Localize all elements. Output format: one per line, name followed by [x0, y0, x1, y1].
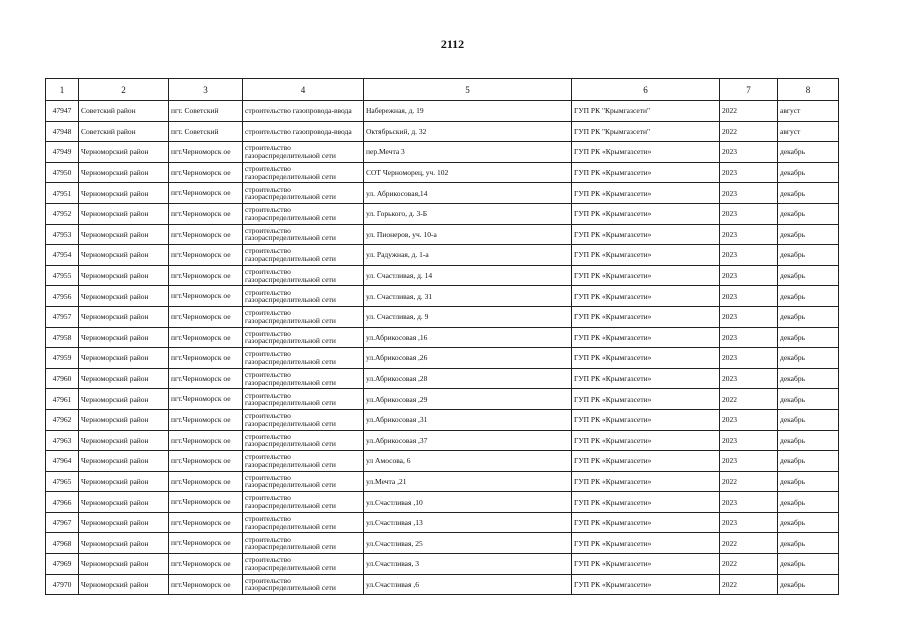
address-cell: ул.Абрикосовая ,26	[364, 348, 572, 369]
address-cell: ул. Счастливая, д. 14	[364, 265, 572, 286]
organization-cell: ГУП РК «Крымгазсети»	[572, 224, 720, 245]
year-cell: 2023	[720, 451, 778, 472]
settlement-cell: пгт.Черноморск ое	[169, 224, 243, 245]
row-number-cell: 47962	[46, 409, 79, 430]
year-cell: 2023	[720, 286, 778, 307]
gasification-table	[45, 78, 839, 595]
settlement-cell: пгт.Черноморск ое	[169, 162, 243, 183]
page-number: 2112	[440, 37, 465, 51]
work-type-cell: строительство газораспределительной сети	[243, 327, 364, 348]
settlement-cell: пгт.Черноморск ое	[169, 574, 243, 595]
district-cell: Черноморский район	[79, 265, 169, 286]
organization-cell: ГУП РК «Крымгазсети»	[572, 512, 720, 533]
table-row	[46, 183, 839, 204]
table-row	[46, 574, 839, 595]
month-cell: декабрь	[778, 162, 839, 183]
month-cell: декабрь	[778, 306, 839, 327]
address-cell: ул.Абрикосовая ,37	[364, 430, 572, 451]
year-cell: 2023	[720, 224, 778, 245]
month-cell: декабрь	[778, 183, 839, 204]
district-cell: Черноморский район	[79, 286, 169, 307]
work-type-cell: строительство газораспределительной сети	[243, 492, 364, 513]
year-cell: 2023	[720, 348, 778, 369]
address-cell: Набережная, д. 19	[364, 101, 572, 122]
table-row	[46, 389, 839, 410]
work-type-cell: строительство газораспределительной сети	[243, 471, 364, 492]
work-type-cell: строительство газопровода-ввода	[243, 121, 364, 142]
month-cell: декабрь	[778, 142, 839, 163]
year-cell: 2023	[720, 327, 778, 348]
organization-cell: ГУП РК «Крымгазсети»	[572, 389, 720, 410]
district-cell: Черноморский район	[79, 368, 169, 389]
organization-cell: ГУП РК «Крымгазсети»	[572, 533, 720, 554]
month-cell: декабрь	[778, 224, 839, 245]
table-row	[46, 306, 839, 327]
organization-cell: ГУП РК «Крымгазсети»	[572, 574, 720, 595]
settlement-cell: пгт.Черноморск ое	[169, 368, 243, 389]
table-row	[46, 451, 839, 472]
table-row	[46, 265, 839, 286]
column-header-7: 7	[720, 79, 778, 101]
settlement-cell: пгт.Черноморск ое	[169, 533, 243, 554]
settlement-cell: пгт.Черноморск ое	[169, 492, 243, 513]
column-header-2: 2	[79, 79, 169, 101]
address-cell: ул. Счастливая, д. 31	[364, 286, 572, 307]
address-cell: ул.Счастливая ,10	[364, 492, 572, 513]
row-number-cell: 47947	[46, 101, 79, 122]
district-cell: Черноморский район	[79, 533, 169, 554]
district-cell: Черноморский район	[79, 306, 169, 327]
column-header-6: 6	[572, 79, 720, 101]
row-number-cell: 47961	[46, 389, 79, 410]
table-row	[46, 348, 839, 369]
district-cell: Черноморский район	[79, 142, 169, 163]
row-number-cell: 47968	[46, 533, 79, 554]
year-cell: 2023	[720, 203, 778, 224]
year-cell: 2022	[720, 574, 778, 595]
work-type-cell: строительство газораспределительной сети	[243, 368, 364, 389]
year-cell: 2023	[720, 492, 778, 513]
work-type-cell: строительство газораспределительной сети	[243, 245, 364, 266]
year-cell: 2022	[720, 554, 778, 575]
table-body	[46, 101, 839, 595]
address-cell: ул.Счастливая, 3	[364, 554, 572, 575]
address-cell: ул. Счастливая, д. 9	[364, 306, 572, 327]
year-cell: 2023	[720, 512, 778, 533]
organization-cell: ГУП РК «Крымгазсети»	[572, 245, 720, 266]
address-cell: ул. Радужная, д. 1-а	[364, 245, 572, 266]
settlement-cell: пгт.Черноморск ое	[169, 409, 243, 430]
district-cell: Черноморский район	[79, 389, 169, 410]
address-cell: Октябрьский, д. 32	[364, 121, 572, 142]
settlement-cell: пгт.Черноморск ое	[169, 554, 243, 575]
row-number-cell: 47948	[46, 121, 79, 142]
organization-cell: ГУП РК «Крымгазсети»	[572, 142, 720, 163]
settlement-cell: пгт.Черноморск ое	[169, 203, 243, 224]
year-cell: 2023	[720, 409, 778, 430]
district-cell: Черноморский район	[79, 183, 169, 204]
organization-cell: ГУП РК «Крымгазсети»	[572, 368, 720, 389]
settlement-cell: пгт.Черноморск ое	[169, 512, 243, 533]
district-cell: Черноморский район	[79, 574, 169, 595]
district-cell: Черноморский район	[79, 409, 169, 430]
organization-cell: ГУП РК «Крымгазсети»	[572, 430, 720, 451]
row-number-cell: 47951	[46, 183, 79, 204]
work-type-cell: строительство газораспределительной сети	[243, 224, 364, 245]
table-row	[46, 327, 839, 348]
month-cell: декабрь	[778, 203, 839, 224]
row-number-cell: 47963	[46, 430, 79, 451]
year-cell: 2022	[720, 121, 778, 142]
settlement-cell: пгт.Черноморск ое	[169, 348, 243, 369]
work-type-cell: строительство газораспределительной сети	[243, 183, 364, 204]
organization-cell: ГУП РК «Крымгазсети»	[572, 306, 720, 327]
work-type-cell: строительство газораспределительной сети	[243, 265, 364, 286]
settlement-cell: пгт.Черноморск ое	[169, 142, 243, 163]
month-cell: декабрь	[778, 368, 839, 389]
table-row	[46, 533, 839, 554]
settlement-cell: пгт.Черноморск ое	[169, 245, 243, 266]
row-number-cell: 47956	[46, 286, 79, 307]
work-type-cell: строительство газораспределительной сети	[243, 451, 364, 472]
year-cell: 2023	[720, 162, 778, 183]
organization-cell: ГУП РК «Крымгазсети»	[572, 183, 720, 204]
year-cell: 2023	[720, 245, 778, 266]
district-cell: Черноморский район	[79, 162, 169, 183]
district-cell: Советский район	[79, 101, 169, 122]
organization-cell: ГУП РК «Крымгазсети»	[572, 265, 720, 286]
month-cell: декабрь	[778, 409, 839, 430]
district-cell: Черноморский район	[79, 512, 169, 533]
month-cell: декабрь	[778, 430, 839, 451]
column-header-4: 4	[243, 79, 364, 101]
district-cell: Черноморский район	[79, 554, 169, 575]
settlement-cell: пгт.Черноморск ое	[169, 451, 243, 472]
month-cell: декабрь	[778, 471, 839, 492]
table-row	[46, 203, 839, 224]
month-cell: август	[778, 101, 839, 122]
work-type-cell: строительство газораспределительной сети	[243, 203, 364, 224]
organization-cell: ГУП РК «Крымгазсети»	[572, 286, 720, 307]
settlement-cell: пгт.Черноморск ое	[169, 327, 243, 348]
month-cell: декабрь	[778, 245, 839, 266]
table-row	[46, 142, 839, 163]
column-header-8: 8	[778, 79, 839, 101]
table-row	[46, 512, 839, 533]
row-number-cell: 47949	[46, 142, 79, 163]
work-type-cell: строительство газораспределительной сети	[243, 409, 364, 430]
address-cell: ул.Счастливая ,6	[364, 574, 572, 595]
address-cell: ул. Пионеров, уч. 10-а	[364, 224, 572, 245]
year-cell: 2023	[720, 142, 778, 163]
organization-cell: ГУП РК «Крымгазсети»	[572, 162, 720, 183]
address-cell: ул.Счастливая ,13	[364, 512, 572, 533]
organization-cell: ГУП РК «Крымгазсети»	[572, 451, 720, 472]
address-cell: ул Амосова, 6	[364, 451, 572, 472]
work-type-cell: строительство газораспределительной сети	[243, 348, 364, 369]
table-row	[46, 121, 839, 142]
year-cell: 2022	[720, 533, 778, 554]
row-number-cell: 47952	[46, 203, 79, 224]
table-row	[46, 224, 839, 245]
row-number-cell: 47966	[46, 492, 79, 513]
work-type-cell: строительство газораспределительной сети	[243, 554, 364, 575]
year-cell: 2022	[720, 101, 778, 122]
table-row	[46, 409, 839, 430]
settlement-cell: пгт.Черноморск ое	[169, 389, 243, 410]
address-cell: ул. Горького, д. 3-Б	[364, 203, 572, 224]
year-cell: 2023	[720, 368, 778, 389]
row-number-cell: 47955	[46, 265, 79, 286]
organization-cell: ГУП РК «Крымгазсети»	[572, 327, 720, 348]
district-cell: Черноморский район	[79, 492, 169, 513]
column-header-3: 3	[169, 79, 243, 101]
row-number-cell: 47954	[46, 245, 79, 266]
table-row	[46, 286, 839, 307]
year-cell: 2022	[720, 389, 778, 410]
settlement-cell: пгт. Советский	[169, 121, 243, 142]
settlement-cell: пгт.Черноморск ое	[169, 430, 243, 451]
year-cell: 2023	[720, 306, 778, 327]
row-number-cell: 47960	[46, 368, 79, 389]
district-cell: Советский район	[79, 121, 169, 142]
organization-cell: ГУП РК «Крымгазсети»	[572, 492, 720, 513]
month-cell: декабрь	[778, 492, 839, 513]
row-number-cell: 47957	[46, 306, 79, 327]
year-cell: 2022	[720, 471, 778, 492]
table-row	[46, 162, 839, 183]
district-cell: Черноморский район	[79, 451, 169, 472]
address-cell: ул.Абрикосовая ,16	[364, 327, 572, 348]
month-cell: декабрь	[778, 348, 839, 369]
district-cell: Черноморский район	[79, 471, 169, 492]
column-header-5: 5	[364, 79, 572, 101]
table-row	[46, 471, 839, 492]
row-number-cell: 47958	[46, 327, 79, 348]
address-cell: СОТ Черноморец, уч. 102	[364, 162, 572, 183]
month-cell: декабрь	[778, 512, 839, 533]
work-type-cell: строительство газораспределительной сети	[243, 162, 364, 183]
table-row	[46, 554, 839, 575]
row-number-cell: 47959	[46, 348, 79, 369]
district-cell: Черноморский район	[79, 348, 169, 369]
month-cell: декабрь	[778, 327, 839, 348]
month-cell: декабрь	[778, 554, 839, 575]
work-type-cell: строительство газораспределительной сети	[243, 389, 364, 410]
work-type-cell: строительство газораспределительной сети	[243, 574, 364, 595]
address-cell: ул. Абрикосовая,14	[364, 183, 572, 204]
settlement-cell: пгт.Черноморск ое	[169, 183, 243, 204]
address-cell: ул.Мечта ,21	[364, 471, 572, 492]
table-row	[46, 245, 839, 266]
organization-cell: ГУП РК "Крымгазсети"	[572, 101, 720, 122]
table-row	[46, 430, 839, 451]
work-type-cell: строительство газораспределительной сети	[243, 142, 364, 163]
address-cell: ул.Абрикосовая ,29	[364, 389, 572, 410]
row-number-cell: 47969	[46, 554, 79, 575]
settlement-cell: пгт.Черноморск ое	[169, 306, 243, 327]
month-cell: декабрь	[778, 574, 839, 595]
month-cell: декабрь	[778, 451, 839, 472]
work-type-cell: строительство газораспределительной сети	[243, 306, 364, 327]
address-cell: ул.Счастливая, 25	[364, 533, 572, 554]
organization-cell: ГУП РК «Крымгазсети»	[572, 348, 720, 369]
month-cell: август	[778, 121, 839, 142]
settlement-cell: пгт.Черноморск ое	[169, 471, 243, 492]
month-cell: декабрь	[778, 265, 839, 286]
table-row	[46, 101, 839, 122]
year-cell: 2023	[720, 430, 778, 451]
district-cell: Черноморский район	[79, 430, 169, 451]
organization-cell: ГУП РК "Крымгазсети"	[572, 121, 720, 142]
work-type-cell: строительство газораспределительной сети	[243, 430, 364, 451]
settlement-cell: пгт.Черноморск ое	[169, 265, 243, 286]
address-cell: ул.Абрикосовая ,28	[364, 368, 572, 389]
address-cell: пер.Мечта 3	[364, 142, 572, 163]
month-cell: декабрь	[778, 389, 839, 410]
year-cell: 2023	[720, 265, 778, 286]
address-cell: ул.Абрикосовая ,31	[364, 409, 572, 430]
row-number-cell: 47964	[46, 451, 79, 472]
year-cell: 2023	[720, 183, 778, 204]
work-type-cell: строительство газораспределительной сети	[243, 533, 364, 554]
work-type-cell: строительство газораспределительной сети	[243, 512, 364, 533]
row-number-cell: 47967	[46, 512, 79, 533]
organization-cell: ГУП РК «Крымгазсети»	[572, 203, 720, 224]
header-row	[46, 79, 839, 101]
row-number-cell: 47970	[46, 574, 79, 595]
row-number-cell: 47950	[46, 162, 79, 183]
district-cell: Черноморский район	[79, 203, 169, 224]
table-row	[46, 492, 839, 513]
organization-cell: ГУП РК «Крымгазсети»	[572, 471, 720, 492]
month-cell: декабрь	[778, 286, 839, 307]
district-cell: Черноморский район	[79, 224, 169, 245]
settlement-cell: пгт.Черноморск ое	[169, 286, 243, 307]
column-header-1: 1	[46, 79, 79, 101]
organization-cell: ГУП РК «Крымгазсети»	[572, 554, 720, 575]
settlement-cell: пгт. Советский	[169, 101, 243, 122]
row-number-cell: 47953	[46, 224, 79, 245]
work-type-cell: строительство газораспределительной сети	[243, 286, 364, 307]
work-type-cell: строительство газопровода-ввода	[243, 101, 364, 122]
month-cell: декабрь	[778, 533, 839, 554]
organization-cell: ГУП РК «Крымгазсети»	[572, 409, 720, 430]
district-cell: Черноморский район	[79, 245, 169, 266]
district-cell: Черноморский район	[79, 327, 169, 348]
row-number-cell: 47965	[46, 471, 79, 492]
table-row	[46, 368, 839, 389]
